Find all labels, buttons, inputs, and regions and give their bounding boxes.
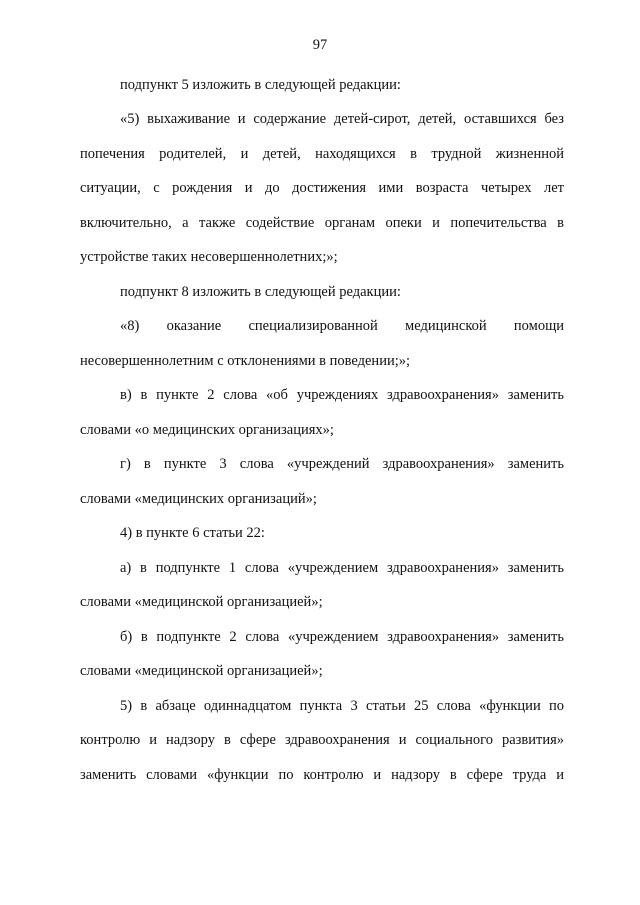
paragraph-line: г) в пункте 3 слова «учреждений здравоохранения» заменить (120, 456, 564, 472)
paragraph-line: «8) оказание специализированной медицинской помощи (120, 318, 564, 334)
paragraph-line: контролю и надзору в сфере здравоохранения и социального развития» (80, 732, 564, 748)
paragraph-line: 5) в абзаце одиннадцатом пункта 3 статьи 25 слова «функции по (120, 698, 564, 714)
paragraph-line: б) в подпункте 2 слова «учреждением здравоохранения» заменить (120, 629, 564, 645)
paragraph-line: попечения родителей, и детей, находящихся в трудной жизненной (80, 146, 564, 162)
paragraph-line: словами «медицинских организаций»; (80, 491, 317, 507)
paragraph-line: 4) в пункте 6 статьи 22: (120, 525, 265, 541)
paragraph-line: словами «о медицинских организациях»; (80, 422, 334, 438)
paragraph-line: а) в подпункте 1 слова «учреждением здравоохранения» заменить (120, 560, 564, 576)
paragraph-line: «5) выхаживание и содержание детей-сирот, детей, оставшихся без (120, 111, 564, 127)
paragraph-line: несовершеннолетним с отклонениями в поведении;»; (80, 353, 411, 369)
paragraph-line: подпункт 8 изложить в следующей редакции: (120, 284, 401, 300)
paragraph-line: в) в пункте 2 слова «об учреждениях здравоохранения» заменить (120, 387, 564, 403)
paragraph-line: устройстве таких несовершеннолетних;»; (80, 249, 338, 265)
paragraph-line: словами «медицинской организацией»; (80, 594, 323, 610)
paragraph-line: подпункт 5 изложить в следующей редакции: (120, 77, 401, 93)
paragraph-line: словами «медицинской организацией»; (80, 663, 323, 679)
paragraph-line: ситуации, с рождения и до достижения ими возраста четырех лет (80, 180, 564, 196)
paragraph-line: заменить словами «функции по контролю и надзору в сфере труда и (80, 767, 564, 783)
paragraph-line: включительно, а также содействие органам опеки и попечительства в (80, 215, 564, 231)
page-number: 97 (312, 37, 328, 53)
